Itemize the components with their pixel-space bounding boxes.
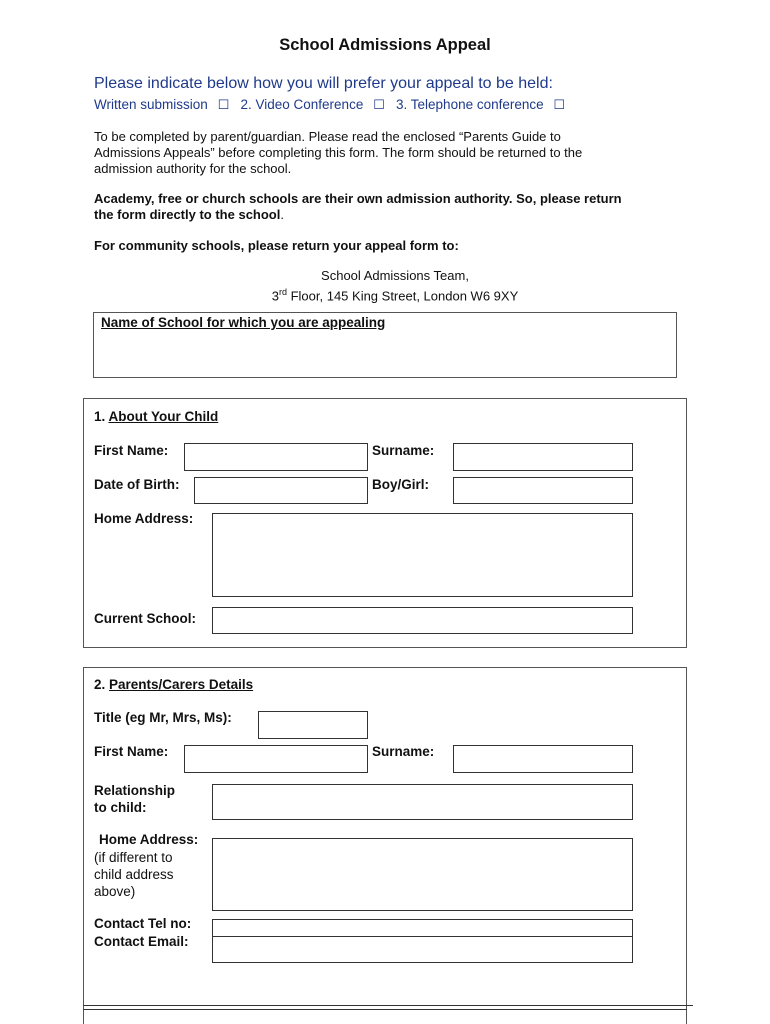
academy-period: . [280, 207, 284, 222]
instructions-paragraph [94, 129, 694, 177]
section1-heading [94, 409, 218, 424]
parent-home-address-note: (if different to child address above) [94, 850, 174, 899]
child-first-name-label: First Name: [94, 443, 169, 458]
instructions-line: To be completed by parent/guardian. Please read the enclosed “Parents Guide to [94, 129, 561, 144]
address-line: 3rd Floor, 145 King Street, London W6 9XY [271, 287, 519, 304]
option-telephone-label: 3. Telephone conference [396, 97, 544, 112]
current-school-field[interactable] [212, 607, 633, 634]
academy-line: the form directly to the school [94, 207, 281, 222]
parent-title-label: Title (eg Mr, Mrs, Ms): [94, 710, 232, 725]
parent-title-field[interactable] [258, 711, 368, 739]
relationship-field[interactable] [212, 784, 633, 820]
appeal-options [94, 97, 565, 113]
community-instruction: For community schools, please return your appeal form to: [94, 238, 459, 253]
contact-tel-label: Contact Tel no: [94, 916, 192, 931]
section1-title: About Your Child [108, 409, 219, 424]
child-dob-field[interactable] [194, 477, 368, 504]
parent-home-address-label: Home Address: [99, 832, 199, 847]
child-home-address-label: Home Address: [94, 511, 194, 526]
section2-title: Parents/Carers Details [109, 677, 254, 692]
child-surname-field[interactable] [453, 443, 633, 471]
parent-surname-label: Surname: [372, 744, 435, 759]
divider [83, 1009, 687, 1010]
section2-heading [94, 677, 253, 692]
child-surname-label: Surname: [372, 443, 435, 458]
address-line: School Admissions Team, [321, 268, 469, 283]
contact-email-field[interactable] [212, 936, 633, 963]
parent-first-name-label: First Name: [94, 744, 169, 759]
parent-home-address-field[interactable] [212, 838, 633, 911]
return-address [0, 268, 770, 304]
instructions-line: Admissions Appeals” before completing this form. The form should be returned to the [94, 145, 583, 160]
child-gender-field[interactable] [453, 477, 633, 504]
school-name-box[interactable] [93, 312, 677, 378]
child-gender-label: Boy/Girl: [372, 477, 430, 492]
parent-surname-field[interactable] [453, 745, 633, 773]
relationship-label: Relationship to child: [94, 783, 176, 815]
page-title: School Admissions Appeal [279, 36, 491, 54]
section1-number: 1. [94, 409, 106, 424]
section2-number: 2. [94, 677, 106, 692]
contact-tel-field[interactable] [212, 919, 633, 937]
academy-line: Academy, free or church schools are their own admission authority. So, please return [94, 191, 622, 206]
video-conference-checkbox[interactable]: ☐ [373, 97, 385, 112]
written-submission-checkbox[interactable]: ☐ [217, 97, 230, 112]
current-school-label: Current School: [94, 611, 197, 626]
parent-first-name-field[interactable] [184, 745, 368, 773]
child-first-name-field[interactable] [184, 443, 368, 471]
academy-paragraph [94, 191, 694, 223]
child-dob-label: Date of Birth: [94, 477, 180, 492]
option-video-label: 2. Video Conference [240, 97, 364, 112]
contact-email-label: Contact Email: [94, 934, 189, 949]
option-written-label: Written submission [94, 97, 208, 112]
child-home-address-field[interactable] [212, 513, 633, 597]
school-name-label: Name of School for which you are appealing [101, 315, 386, 330]
instructions-line: admission authority for the school. [94, 161, 292, 176]
appeal-preference-heading: Please indicate below how you will prefer your appeal to be held: [94, 75, 553, 92]
divider [83, 1005, 693, 1006]
telephone-conference-checkbox[interactable]: ☐ [553, 97, 566, 112]
